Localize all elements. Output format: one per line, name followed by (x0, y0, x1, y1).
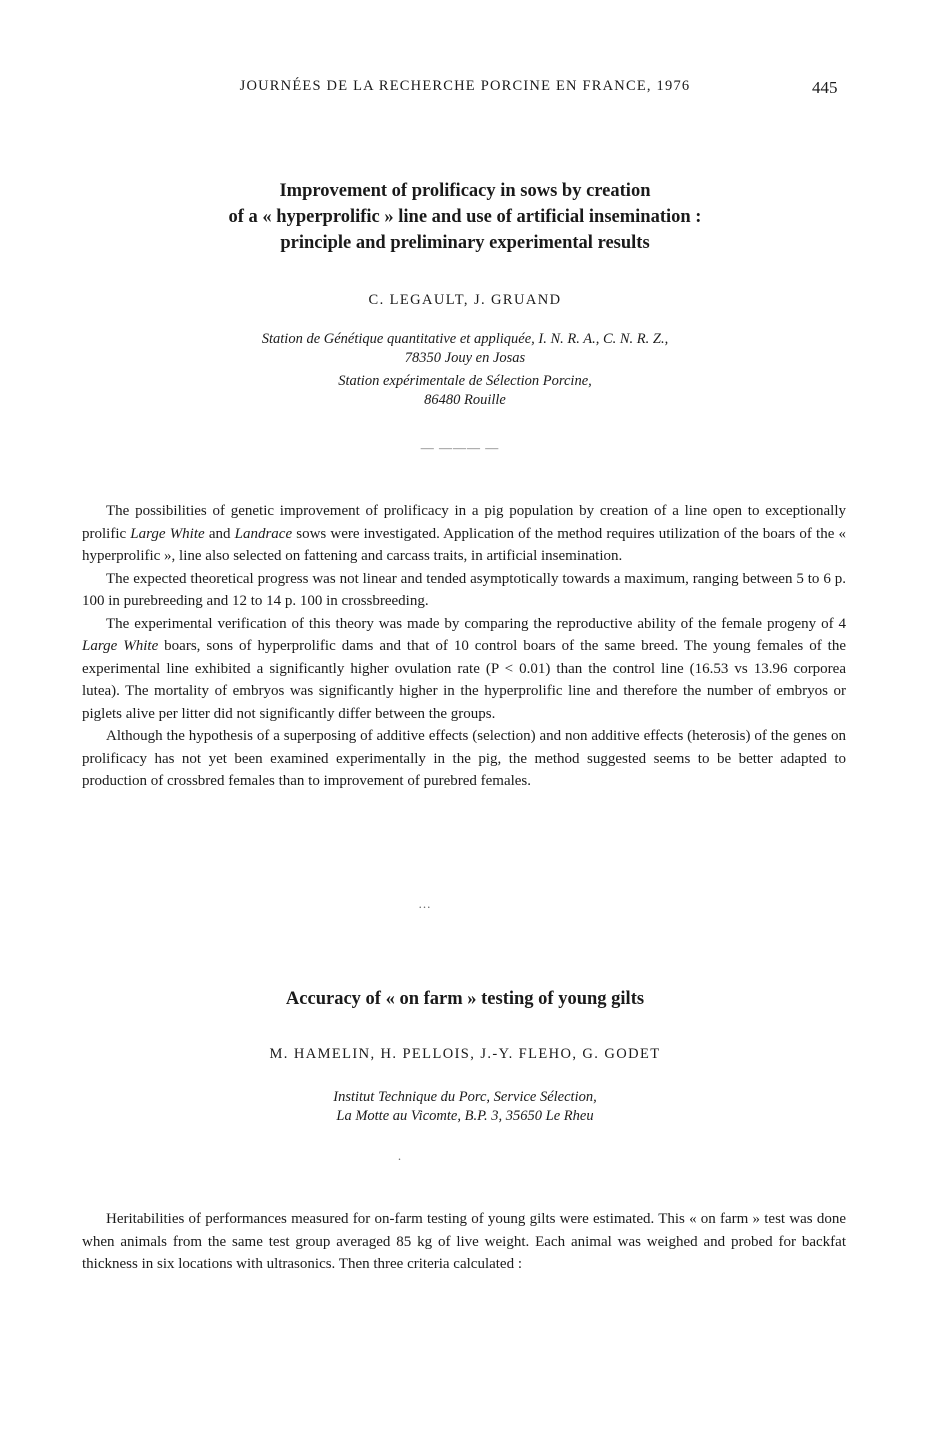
title-line: principle and preliminary experimental results (280, 233, 650, 253)
section-separator: — ——— — (420, 440, 500, 455)
title-line: Improvement of prolificacy in sows by creation (279, 181, 651, 201)
abstract-paragraph: The possibilities of genetic improvement of prolificacy in a pig population by creation of a line open to exceptionally prolific Large White and Landrace sows were investigated. Application of the method requires utilization of the boars of the « hyperprolific », line also selected on fattening and carcass traits, in artificial insemination. (82, 503, 846, 564)
affiliation-line: 78350 Jouy en Josas (404, 350, 526, 366)
section-separator: . (397, 1148, 403, 1163)
affiliation-line: Institut Technique du Porc, Service Sélection, (333, 1089, 597, 1105)
article-title (80, 178, 850, 256)
affiliation-line: Station expérimentale de Sélection Porcine, (338, 373, 592, 389)
affiliation-line: La Motte au Vicomte, B.P. 3, 35650 Le Rheu (336, 1108, 594, 1124)
abstract (82, 1208, 846, 1276)
abstract-paragraph: Although the hypothesis of a superposing of additive effects (selection) and non additive effects (heterosis) of the genes on prolificacy has not yet been examined experimentally in the pig, the method suggested seems to be better adapted to production of crossbred females than to improvement of purebred females. (82, 728, 846, 789)
affiliation (80, 330, 850, 410)
abstract (82, 500, 846, 793)
affiliation-line: Station de Génétique quantitative et appliquée, I. N. R. A., C. N. R. Z., (261, 331, 669, 347)
authors: C. LEGAULT, J. GRUAND (368, 292, 562, 308)
abstract-paragraph: The experimental verification of this theory was made by comparing the reproductive ability of the female progeny of 4 Large White boars, sons of hyperprolific dams and that of 10 control boars of the same breed. The young females of the experimental line exhibited a significantly higher ovulation rate (P < 0.01) than the control line (16.53 vs 13.96 corporea lutea). The mortality of embryos was significantly higher in the hyperprolific line and therefore the number of embryos or piglets alive per litter did not significantly differ between the groups. (82, 615, 846, 722)
article-title: Accuracy of « on farm » testing of young gilts (285, 989, 645, 1009)
page-number: 445 (812, 78, 838, 97)
title-line: of a « hyperprolific » line and use of artificial insemination : (228, 207, 702, 227)
end-mark: ... (418, 896, 432, 911)
affiliation-line: 86480 Rouille (424, 392, 506, 408)
affiliation (80, 1088, 850, 1126)
authors: M. HAMELIN, H. PELLOIS, J.-Y. FLEHO, G. GODET (269, 1046, 661, 1062)
running-head: JOURNÉES DE LA RECHERCHE PORCINE EN FRANCE, 1976 (239, 78, 691, 94)
abstract-paragraph: Heritabilities of performances measured for on-farm testing of young gilts were estimated. This « on farm » test was done when animals from the same test group averaged 85 kg of live weight. Each animal was weighed and probed for backfat thickness in six locations with ultrasonics. Then three criteria calculated : (82, 1211, 846, 1272)
abstract-paragraph: The expected theoretical progress was not linear and tended asymptotically towards a maximum, ranging between 5 to 6 p. 100 in purebreeding and 12 to 14 p. 100 in crossbreeding. (82, 570, 846, 609)
